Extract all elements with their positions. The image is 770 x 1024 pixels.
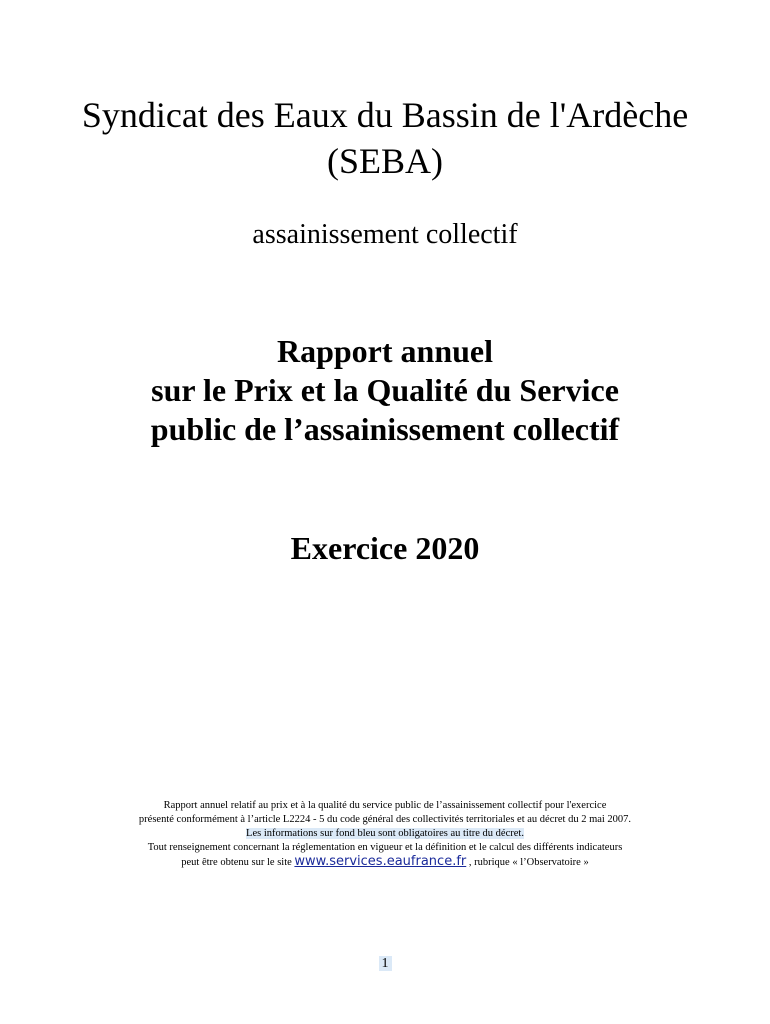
highlighted-text: Les informations sur fond bleu sont obligatoires au titre du décret. [246, 828, 524, 839]
report-title-line: sur le Prix et la Qualité du Service [151, 372, 619, 408]
notes-line: présenté conformément à l’article L2224 - 5 du code général des collectivités territoriales et au décret du 2 mai 2007. [138, 814, 632, 825]
notes-line-highlighted [0, 827, 770, 841]
report-title-line: Rapport annuel [276, 333, 494, 369]
notes-line: Rapport annuel relatif au prix et à la qualité du service public de l’assainissement collectif pour l'exercice [163, 800, 607, 811]
organization-acronym: (SEBA) [327, 141, 443, 181]
exercice-year: Exercice 2020 [290, 530, 480, 566]
page-number [0, 955, 770, 973]
document-subtitle: assainissement collectif [252, 219, 518, 250]
eaufrance-link[interactable]: www.services.eaufrance.fr [294, 854, 467, 869]
regulatory-notes [0, 799, 770, 870]
page-number-value: 1 [379, 956, 392, 971]
notes-link-prefix: peut être obtenu sur le site [181, 857, 295, 868]
notes-line-with-link [0, 855, 770, 870]
notes-link-suffix: , rubrique « l’Observatoire » [466, 857, 589, 868]
organization-title [0, 92, 770, 184]
report-title [0, 332, 770, 449]
notes-line: Tout renseignement concernant la réglementation en vigueur et la définition et le calcul des différents indicateurs [147, 842, 623, 853]
report-title-line: public de l’assainissement collectif [150, 411, 620, 447]
organization-name: Syndicat des Eaux du Bassin de l'Ardèche [81, 95, 689, 135]
